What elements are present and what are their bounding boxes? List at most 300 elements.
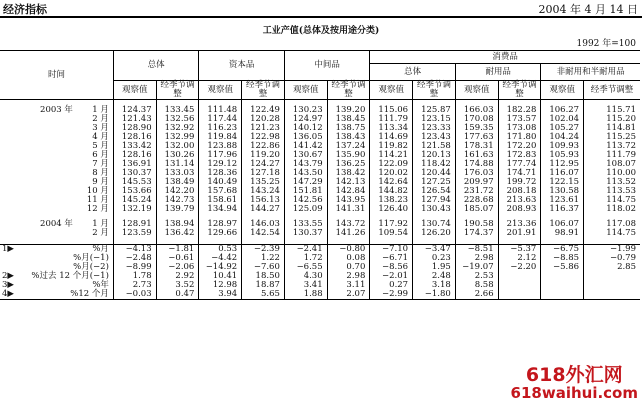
row-marker: [0, 169, 14, 178]
row-marker: [0, 115, 14, 124]
data-cell: 123.15: [413, 115, 456, 124]
row-marker: [0, 178, 14, 187]
data-cell: 122.86: [242, 142, 285, 151]
production-table: [0, 50, 640, 300]
change-cell: 0.70: [327, 263, 370, 272]
change-cell: −4.42: [199, 254, 242, 263]
data-cell: 228.68: [455, 196, 498, 205]
data-cell: 130.37: [113, 169, 156, 178]
data-cell: 105.93: [541, 151, 584, 160]
change-cell: 3.11: [327, 281, 370, 290]
data-cell: 123.88: [199, 142, 242, 151]
watermark-line-1: 618外汇网: [525, 364, 623, 386]
change-cell: 2.66: [455, 290, 498, 300]
data-cell: 177.74: [498, 160, 541, 169]
change-cell: 8.58: [455, 281, 498, 290]
data-cell: 112.95: [541, 160, 584, 169]
data-cell: 172.83: [498, 151, 541, 160]
data-cell: 127.94: [413, 196, 456, 205]
change-cell: 4.30: [284, 272, 327, 281]
data-cell: 128.16: [113, 133, 156, 142]
data-cell: 121.58: [413, 142, 456, 151]
row-marker: [0, 142, 14, 151]
seasonal-adjusted-header: 经季节调整: [584, 81, 640, 100]
change-cell: −0.61: [156, 254, 199, 263]
data-cell: 125.09: [284, 205, 327, 214]
data-cell: 124.97: [284, 115, 327, 124]
data-cell: 115.20: [584, 115, 640, 124]
year-label: 2004 年: [40, 219, 73, 229]
watermark: [511, 365, 638, 401]
change-cell: −2.06: [156, 263, 199, 272]
data-cell: 137.24: [327, 142, 370, 151]
data-cell: 208.18: [498, 187, 541, 196]
data-cell: 117.44: [199, 115, 242, 124]
data-cell: 109.93: [541, 142, 584, 151]
month-label: 10 月: [86, 186, 109, 196]
data-cell: 122.98: [242, 133, 285, 142]
data-cell: 174.71: [498, 169, 541, 178]
row-marker: [0, 220, 14, 229]
row-marker: [0, 229, 14, 238]
row-marker: [0, 205, 14, 214]
change-cell: 12.98: [199, 281, 242, 290]
section-title: 经济指标: [3, 3, 47, 16]
month-label: 11 月: [86, 195, 109, 205]
change-cell: −2.20: [498, 263, 541, 272]
period-label: [14, 229, 113, 238]
data-cell: 128.16: [113, 151, 156, 160]
data-cell: 144.82: [370, 187, 413, 196]
data-cell: 128.90: [113, 124, 156, 133]
change-cell: 2.98: [327, 272, 370, 281]
data-cell: 142.54: [242, 229, 285, 238]
seasonal-adjusted-header: 经季节调整: [156, 81, 199, 100]
change-label: %月(−1): [73, 253, 109, 263]
data-cell: 138.94: [156, 220, 199, 229]
data-cell: 161.63: [455, 151, 498, 160]
data-cell: 115.25: [584, 133, 640, 142]
data-cell: 106.07: [541, 220, 584, 229]
page-header: [0, 0, 642, 16]
data-cell: 133.45: [156, 106, 199, 115]
data-cell: 128.91: [113, 220, 156, 229]
data-cell: 116.37: [541, 205, 584, 214]
data-cell: 146.03: [242, 220, 285, 229]
month-label: 8 月: [92, 168, 109, 178]
change-cell: 1.22: [242, 254, 285, 263]
data-cell: 170.08: [455, 115, 498, 124]
change-cell: 0.47: [156, 290, 199, 300]
month-label: 9 月: [92, 177, 109, 187]
data-cell: 133.55: [284, 220, 327, 229]
change-cell: −1.80: [413, 290, 456, 300]
data-cell: 141.31: [327, 205, 370, 214]
data-cell: 130.43: [413, 205, 456, 214]
change-cell: 5.65: [242, 290, 285, 300]
change-cell: 1.95: [413, 263, 456, 272]
data-cell: 141.42: [284, 142, 327, 151]
change-cell: 18.87: [242, 281, 285, 290]
consumer-total-header: 总体: [370, 64, 455, 81]
change-cell: 2.53: [455, 272, 498, 281]
data-cell: 111.48: [199, 106, 242, 115]
data-cell: 104.24: [541, 133, 584, 142]
change-cell: −2.41: [284, 245, 327, 255]
data-cell: 123.43: [413, 133, 456, 142]
data-cell: 113.72: [584, 142, 640, 151]
table-title: 工业产值(总体及按用途分类): [262, 26, 380, 36]
data-cell: 122.49: [242, 106, 285, 115]
change-cell: 3.52: [156, 281, 199, 290]
data-cell: 123.33: [413, 124, 456, 133]
data-cell: 145.53: [113, 178, 156, 187]
data-cell: 143.79: [284, 160, 327, 169]
row-marker: [0, 160, 14, 169]
change-cell: 18.50: [242, 272, 285, 281]
change-cell: −0.79: [584, 254, 640, 263]
data-cell: 111.79: [370, 115, 413, 124]
data-cell: 114.69: [370, 133, 413, 142]
month-label: 4 月: [92, 132, 109, 142]
data-cell: 122.09: [370, 160, 413, 169]
change-cell: [541, 272, 584, 281]
base-year-note: 1992 年=100: [576, 39, 636, 49]
data-cell: 173.57: [498, 115, 541, 124]
data-cell: 120.02: [370, 169, 413, 178]
data-cell: 147.29: [284, 178, 327, 187]
change-cell: 3.41: [284, 281, 327, 290]
data-cell: 113.53: [584, 187, 640, 196]
data-cell: 113.34: [370, 124, 413, 133]
data-cell: 190.58: [455, 220, 498, 229]
month-label: 2 月: [92, 114, 109, 124]
data-cell: 132.99: [156, 133, 199, 142]
observed-header: 观察值: [113, 81, 156, 100]
seasonal-adjusted-header: 经季节调整: [327, 81, 370, 100]
month-label: 1 月: [92, 105, 109, 115]
watermark-line-2: 618waihui.com: [510, 384, 638, 402]
data-cell: 119.82: [370, 142, 413, 151]
change-cell: −6.55: [284, 263, 327, 272]
data-cell: 105.27: [541, 124, 584, 133]
change-cell: 0.27: [370, 281, 413, 290]
change-label: %过去 12 个月(−1): [31, 271, 109, 281]
change-cell: 2.98: [455, 254, 498, 263]
data-cell: 136.05: [284, 133, 327, 142]
data-cell: 117.96: [199, 151, 242, 160]
data-cell: 138.75: [327, 124, 370, 133]
data-cell: 172.20: [498, 142, 541, 151]
change-cell: −8.56: [370, 263, 413, 272]
row-marker: [0, 106, 14, 115]
change-cell: 1.78: [113, 272, 156, 281]
data-cell: 119.20: [242, 151, 285, 160]
data-cell: 114.75: [584, 196, 640, 205]
data-cell: 136.91: [113, 160, 156, 169]
data-cell: 129.12: [199, 160, 242, 169]
footnote-marker: [0, 254, 14, 263]
change-row: [0, 290, 640, 300]
data-cell: 139.79: [156, 205, 199, 214]
footnote-marker: 2▶: [2, 271, 14, 281]
change-cell: 0.53: [199, 245, 242, 255]
data-cell: 116.07: [541, 169, 584, 178]
change-label: %月: [14, 245, 113, 255]
data-cell: 132.00: [156, 142, 199, 151]
data-cell: 213.36: [498, 220, 541, 229]
data-cell: 138.42: [327, 169, 370, 178]
data-cell: 138.43: [327, 133, 370, 142]
data-cell: 213.63: [498, 196, 541, 205]
change-cell: 10.41: [199, 272, 242, 281]
data-cell: 158.61: [199, 196, 242, 205]
header-row-1: [0, 51, 640, 64]
data-cell: 108.07: [584, 160, 640, 169]
month-label: 2 月: [92, 228, 109, 238]
change-cell: −5.86: [541, 263, 584, 272]
row-marker: [0, 196, 14, 205]
data-cell: 124.27: [242, 160, 285, 169]
change-cell: −2.01: [370, 272, 413, 281]
data-cell: 132.56: [156, 115, 199, 124]
observed-header: 观察值: [199, 81, 242, 100]
data-cell: 118.42: [413, 160, 456, 169]
seasonal-adjusted-header: 经季节调整: [498, 81, 541, 100]
row-marker: [0, 124, 14, 133]
data-cell: 130.67: [284, 151, 327, 160]
consumer-goods-header: 消费品: [370, 51, 640, 64]
data-cell: 182.28: [498, 106, 541, 115]
data-cell: 131.14: [156, 160, 199, 169]
change-cell: −4.13: [113, 245, 156, 255]
change-cell: 2.85: [584, 263, 640, 272]
change-cell: 2.92: [156, 272, 199, 281]
data-cell: 127.25: [413, 178, 456, 187]
data-cell: 134.94: [199, 205, 242, 214]
data-cell: 117.08: [584, 220, 640, 229]
data-cell: 121.23: [242, 124, 285, 133]
data-cell: 98.91: [541, 229, 584, 238]
intermediate-goods-header: 中间品: [284, 51, 369, 81]
table-row: [0, 229, 640, 238]
change-cell: −6.75: [541, 245, 584, 255]
footnote-marker: 3▶: [2, 280, 14, 290]
data-cell: 125.87: [413, 106, 456, 115]
data-cell: 142.73: [156, 196, 199, 205]
data-cell: 136.42: [156, 229, 199, 238]
row-marker: [0, 151, 14, 160]
data-cell: 130.23: [284, 106, 327, 115]
publication-date: 2004 年 4 月 14 日: [538, 3, 638, 16]
data-cell: 174.88: [455, 160, 498, 169]
month-label: 5 月: [92, 141, 109, 151]
data-cell: 119.84: [199, 133, 242, 142]
data-cell: 113.52: [584, 178, 640, 187]
data-cell: 142.13: [327, 178, 370, 187]
data-cell: 127.18: [242, 169, 285, 178]
data-cell: 135.90: [327, 151, 370, 160]
change-label: %12 个月: [14, 290, 113, 300]
change-cell: −6.71: [370, 254, 413, 263]
change-cell: 3.94: [199, 290, 242, 300]
data-cell: 142.84: [327, 187, 370, 196]
change-cell: [584, 272, 640, 281]
change-cell: 2.48: [413, 272, 456, 281]
change-cell: −14.92: [199, 263, 242, 272]
data-cell: 174.37: [455, 229, 498, 238]
data-cell: 142.20: [156, 187, 199, 196]
observed-header: 观察值: [541, 81, 584, 100]
data-cell: 143.50: [284, 169, 327, 178]
data-cell: 171.80: [498, 133, 541, 142]
change-cell: 3.18: [413, 281, 456, 290]
data-cell: 126.54: [413, 187, 456, 196]
row-marker: [0, 187, 14, 196]
change-cell: [541, 290, 584, 300]
change-cell: −2.99: [370, 290, 413, 300]
data-cell: 159.35: [455, 124, 498, 133]
data-cell: 151.81: [284, 187, 327, 196]
change-cell: −8.51: [455, 245, 498, 255]
data-cell: 177.63: [455, 133, 498, 142]
data-cell: 109.54: [370, 229, 413, 238]
change-cell: −5.37: [498, 245, 541, 255]
data-cell: 139.20: [327, 106, 370, 115]
data-cell: 123.59: [113, 229, 156, 238]
change-cell: −1.81: [156, 245, 199, 255]
change-cell: 0.23: [413, 254, 456, 263]
data-cell: 178.31: [455, 142, 498, 151]
change-label: %月(−2): [73, 262, 109, 272]
data-cell: 133.03: [156, 169, 199, 178]
footnote-marker: 4▶: [2, 289, 14, 299]
total-header: 总体: [113, 51, 198, 81]
month-label: 7 月: [92, 159, 109, 169]
data-cell: 130.26: [156, 151, 199, 160]
data-cell: 110.00: [584, 169, 640, 178]
data-cell: 117.92: [370, 220, 413, 229]
data-cell: 145.24: [113, 196, 156, 205]
data-cell: 132.19: [113, 205, 156, 214]
change-cell: [498, 290, 541, 300]
month-label: 3 月: [92, 123, 109, 133]
table-row: [0, 205, 640, 214]
month-label: 6 月: [92, 150, 109, 160]
data-cell: 121.43: [113, 115, 156, 124]
data-cell: 185.07: [455, 205, 498, 214]
change-label: %年: [92, 280, 109, 290]
observed-header: 观察值: [284, 81, 327, 100]
month-label: 12 月: [86, 204, 109, 214]
change-cell: −2.39: [242, 245, 285, 255]
change-cell: 2.07: [327, 290, 370, 300]
observed-header: 观察值: [370, 81, 413, 100]
data-cell: 130.74: [413, 220, 456, 229]
data-cell: 115.71: [584, 106, 640, 115]
data-cell: 143.95: [327, 196, 370, 205]
data-cell: 114.21: [370, 151, 413, 160]
data-cell: 142.56: [284, 196, 327, 205]
data-cell: 143.24: [242, 187, 285, 196]
data-cell: 116.23: [199, 124, 242, 133]
data-cell: 120.28: [242, 115, 285, 124]
data-cell: 209.97: [455, 178, 498, 187]
data-cell: 140.12: [284, 124, 327, 133]
nondurable-header: 非耐用和半耐用品: [541, 64, 640, 81]
data-cell: 173.08: [498, 124, 541, 133]
row-marker: [0, 133, 14, 142]
capital-goods-header: 资本品: [199, 51, 285, 81]
data-cell: 136.25: [327, 160, 370, 169]
data-cell: 118.02: [584, 205, 640, 214]
time-header: 时间: [0, 51, 113, 100]
change-cell: −0.80: [327, 245, 370, 255]
data-cell: 114.81: [584, 124, 640, 133]
data-cell: 201.91: [498, 229, 541, 238]
data-cell: 120.44: [413, 169, 456, 178]
data-cell: 120.13: [413, 151, 456, 160]
data-cell: 156.13: [242, 196, 285, 205]
seasonal-adjusted-header: 经季节调整: [413, 81, 456, 100]
data-cell: 135.25: [242, 178, 285, 187]
change-cell: 2.12: [498, 254, 541, 263]
change-cell: [498, 281, 541, 290]
change-cell: −0.03: [113, 290, 156, 300]
data-cell: 157.68: [199, 187, 242, 196]
change-cell: [584, 290, 640, 300]
change-cell: 1.72: [284, 254, 327, 263]
data-cell: 114.75: [584, 229, 640, 238]
month-label: 1 月: [92, 219, 109, 229]
data-cell: 122.15: [541, 178, 584, 187]
data-cell: 140.49: [199, 178, 242, 187]
data-cell: 129.66: [199, 229, 242, 238]
data-cell: 141.26: [327, 229, 370, 238]
data-cell: 123.61: [541, 196, 584, 205]
data-cell: 130.58: [541, 187, 584, 196]
data-cell: 126.40: [370, 205, 413, 214]
change-cell: −2.48: [113, 254, 156, 263]
change-cell: −1.99: [584, 245, 640, 255]
data-cell: 124.37: [113, 106, 156, 115]
observed-header: 观察值: [455, 81, 498, 100]
data-cell: 128.36: [199, 169, 242, 178]
change-cell: −19.07: [455, 263, 498, 272]
data-cell: 153.66: [113, 187, 156, 196]
change-cell: [541, 281, 584, 290]
data-cell: 126.20: [413, 229, 456, 238]
data-cell: 208.93: [498, 205, 541, 214]
data-cell: 231.72: [455, 187, 498, 196]
change-cell: −3.47: [413, 245, 456, 255]
change-cell: −7.10: [370, 245, 413, 255]
data-cell: 138.23: [370, 196, 413, 205]
change-cell: 0.08: [327, 254, 370, 263]
change-cell: 2.73: [113, 281, 156, 290]
change-cell: −7.60: [242, 263, 285, 272]
data-cell: 138.45: [327, 115, 370, 124]
data-cell: 176.03: [455, 169, 498, 178]
period-label: [14, 205, 113, 214]
data-cell: 144.27: [242, 205, 285, 214]
seasonal-adjusted-header: 经季节调整: [242, 81, 285, 100]
durable-header: 耐用品: [455, 64, 541, 81]
data-cell: 128.97: [199, 220, 242, 229]
data-cell: 102.04: [541, 115, 584, 124]
change-cell: −8.99: [113, 263, 156, 272]
change-cell: 1.88: [284, 290, 327, 300]
